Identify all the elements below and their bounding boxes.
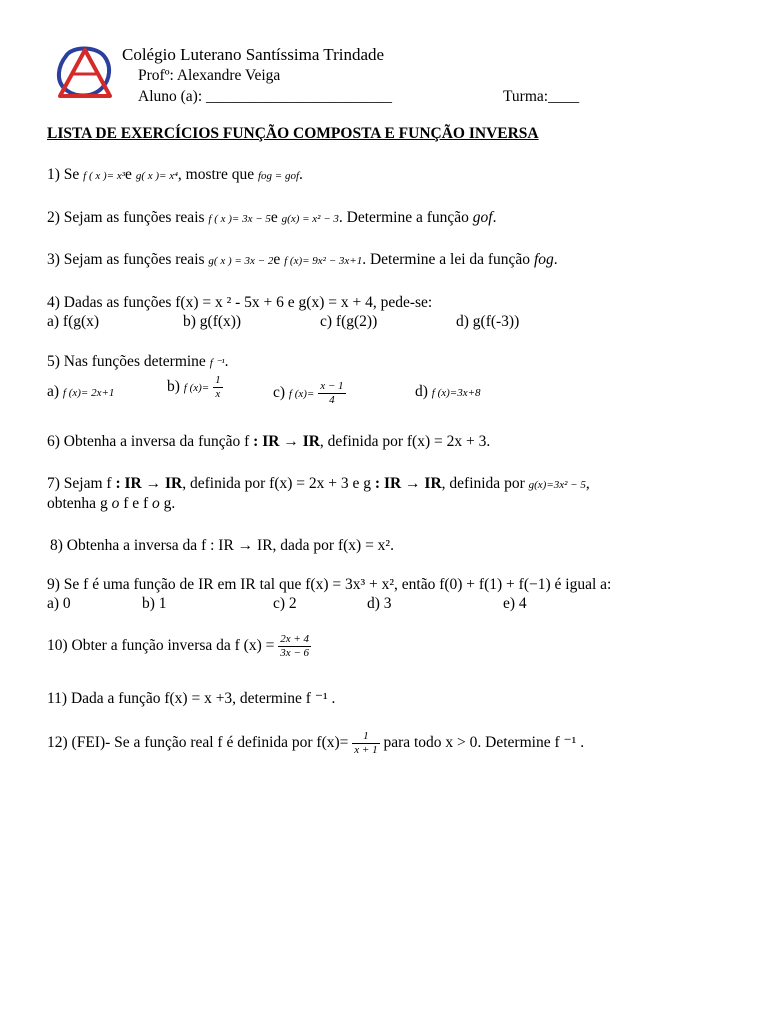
question-7 — [47, 475, 590, 494]
q2-f-expr: f ( x )= 3x − 5 — [208, 213, 271, 225]
q10-text: 10) Obter a função inversa da f (x) = — [47, 637, 275, 655]
q4-option-c: c) f(g(2)) — [320, 313, 378, 330]
question-12 — [47, 730, 584, 757]
class-field: Turma:____ — [503, 88, 580, 105]
q6-codomain: IR — [302, 433, 320, 450]
q7-end: , — [585, 475, 590, 492]
question-2 — [47, 209, 496, 228]
q5-option-b — [167, 374, 223, 401]
q5-c-label: c) — [273, 384, 286, 402]
q3-number: 3) Sejam as funções reais — [47, 251, 205, 268]
q7-colon: : — [111, 475, 125, 492]
school-logo — [52, 44, 118, 104]
question-3 — [47, 251, 558, 270]
q4-option-a: a) f(g(x) — [47, 313, 100, 330]
q12-post: para todo x > 0. Determine f ⁻¹ . — [383, 734, 585, 752]
q7-arrow: → — [141, 475, 165, 492]
q5-b-pre: f (x)= — [183, 382, 210, 395]
q1-end: . — [299, 166, 303, 183]
q12-pre: 12) (FEI)- Se a função real f é definida por f(x)= — [47, 734, 349, 752]
q7-pre: 7) Sejam f — [47, 475, 112, 492]
q1-f-expr: f ( x )= x³ — [83, 170, 126, 182]
q12-fraction — [352, 730, 379, 757]
q10-den: 3x − 6 — [280, 647, 310, 659]
q5-option-c — [273, 380, 346, 407]
q9-option-b: b) 1 — [142, 595, 167, 612]
q5-inverse: f ⁻¹ — [209, 357, 225, 369]
q3-f-expr: f (x)= 9x² − 3x+1 — [284, 255, 363, 267]
q5-option-a — [47, 383, 114, 402]
student-field: Aluno (a): ________________________ — [138, 88, 393, 105]
question-9: 9) Se f é uma função de IR em IR tal que f(x) = 3x³ + x², então f(0) + f(1) + f(−1) é igual a: — [47, 576, 612, 593]
school-name: Colégio Luterano Santíssima Trindade — [122, 45, 385, 64]
q7-line2-a: obtenha g — [47, 495, 108, 512]
q7-codomain: IR — [164, 475, 183, 492]
q7-colon2: : — [371, 475, 384, 492]
q1-equation: fog = gof — [257, 170, 300, 182]
page-title: LISTA DE EXERCÍCIOS FUNÇÃO COMPOSTA E FUNÇÃO INVERSA — [47, 125, 539, 142]
teacher-name: Profº: Alexandre Veiga — [138, 67, 281, 84]
q7-domain2: IR — [383, 475, 402, 492]
q7-arrow2: → — [401, 475, 425, 492]
q3-e: e — [273, 251, 281, 268]
q2-function: gof — [472, 209, 493, 226]
q5-d-expr: f (x)=3x+8 — [431, 387, 481, 399]
q5-c-num: x − 1 — [320, 380, 344, 392]
question-8: 8) Obtenha a inversa da f : IR → IR, dada por f(x) = x². — [50, 537, 394, 554]
q7-mid: , definida por f(x) = 2x + 3 e g — [182, 475, 372, 492]
q1-g-expr: g( x )= x⁴ — [135, 170, 178, 182]
q6-post: , definida por f(x) = 2x + 3. — [319, 433, 491, 450]
q5-b-den: x — [213, 387, 223, 401]
q5-b-num: 1 — [215, 374, 221, 386]
q4-option-d: d) g(f(-3)) — [456, 313, 520, 330]
q6-arrow: → — [279, 433, 303, 450]
q5-b-label: b) — [167, 378, 180, 396]
q5-d-label: d) — [415, 383, 428, 400]
q7-compose-1: o — [111, 495, 120, 512]
q4-option-b: b) g(f(x)) — [183, 313, 242, 330]
q5-end: . — [224, 353, 229, 370]
q7-line2-c: g. — [163, 495, 176, 512]
q10-fraction — [278, 633, 311, 660]
q1-rest: , mostre que — [177, 166, 255, 183]
q7-codomain2: IR — [424, 475, 442, 492]
q2-number: 2) Sejam as funções reais — [47, 209, 205, 226]
q5-a-expr: f (x)= 2x+1 — [62, 387, 115, 399]
question-5 — [47, 353, 229, 372]
q1-number: 1) Se — [47, 166, 80, 183]
q2-rest: . Determine a função — [338, 209, 469, 226]
q3-end: . — [553, 251, 558, 268]
q3-rest: . Determine a lei da função — [362, 251, 531, 268]
q7-post: , definida por — [441, 475, 525, 492]
q3-function: fog — [533, 251, 554, 268]
q7-g-expr: g(x)=3x² − 5 — [528, 479, 586, 491]
q6-colon: : — [249, 433, 263, 450]
q6-domain: IR — [262, 433, 280, 450]
q5-b-fraction — [213, 374, 223, 401]
question-6 — [47, 433, 490, 451]
q1-e: e — [125, 166, 132, 183]
q5-c-fraction — [318, 380, 345, 407]
q7-compose-2: o — [152, 495, 160, 512]
q7-domain: IR — [124, 475, 142, 492]
q2-g-expr: g(x) = x² − 3 — [281, 213, 339, 225]
q9-option-d: d) 3 — [367, 595, 392, 612]
q12-den: x + 1 — [354, 744, 378, 756]
q2-end: . — [492, 209, 497, 226]
question-4: 4) Dadas as funções f(x) = x ² - 5x + 6 e g(x) = x + 4, pede-se: — [47, 294, 433, 311]
q5-option-d — [415, 383, 481, 402]
question-11: 11) Dada a função f(x) = x +3, determine f ⁻¹ . — [47, 690, 336, 707]
q5-c-pre: f (x)= — [288, 388, 315, 401]
question-1 — [47, 166, 303, 185]
q7-line-2 — [47, 495, 175, 513]
q5-a-label: a) — [47, 383, 60, 400]
q12-num: 1 — [363, 730, 369, 742]
question-10 — [47, 633, 311, 660]
q5-text: 5) Nas funções determine — [47, 353, 206, 370]
q9-option-e: e) 4 — [503, 595, 527, 612]
q2-e: e — [270, 209, 278, 226]
q3-g-expr: g( x ) = 3x − 2 — [208, 255, 274, 267]
q7-line2-b: f e f — [123, 495, 149, 512]
q6-pre: 6) Obtenha a inversa da função f — [47, 433, 250, 450]
q10-num: 2x + 4 — [280, 633, 310, 645]
q5-c-den: 4 — [318, 393, 345, 407]
q9-option-c: c) 2 — [273, 595, 297, 612]
q9-option-a: a) 0 — [47, 595, 71, 612]
